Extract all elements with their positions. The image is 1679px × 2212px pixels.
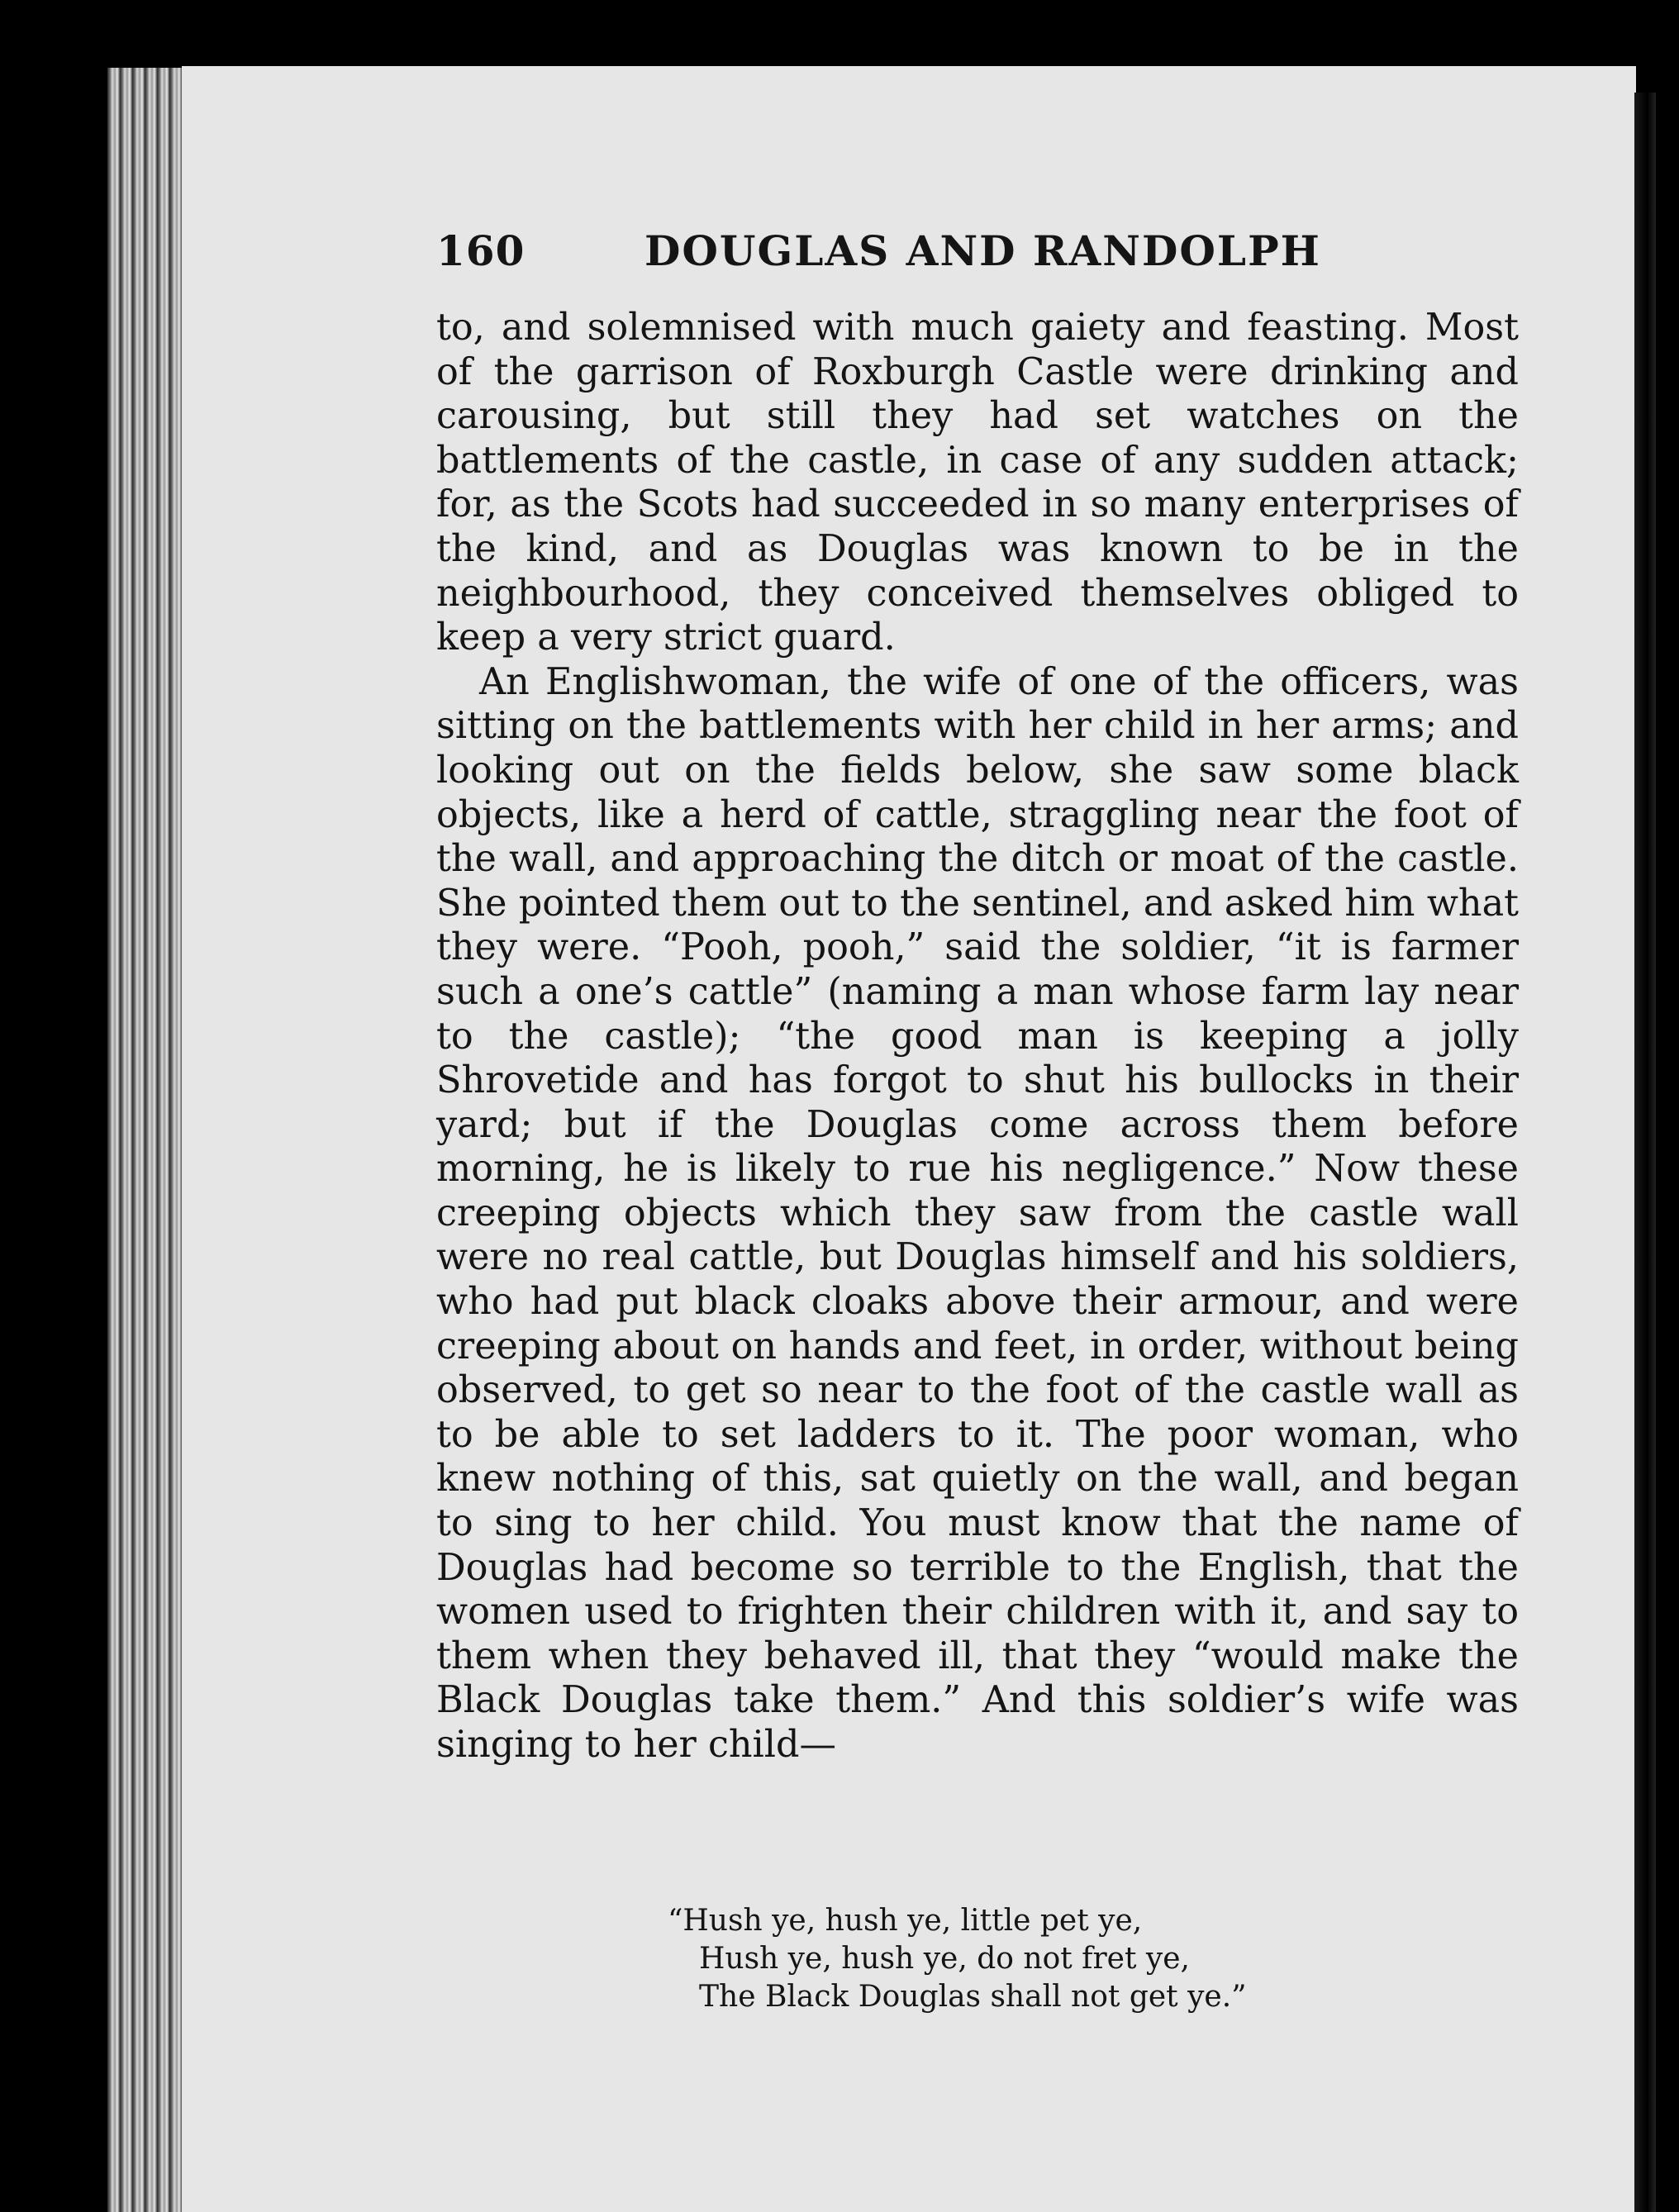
paragraph: to, and solemnised with much gaiety and feasting. Most of the garrison of Roxburgh Castle were drinking and carousing, but still they had set watches on the battlements of the castle, in case of any sudden attack; for, as the Scots had succeeded in so many enterprises of the kind, and as Douglas was known to be in the neighbourhood, they conceived themselves obliged to keep a very strict guard. [436, 307, 1519, 659]
page-stack-edge [107, 68, 186, 2212]
binding-edge [1634, 93, 1656, 2212]
paragraph: An Englishwoman, the wife of one of the officers, was sitting on the battlements with her child in her arms; and looking out on the fields below, she saw some black objects, like a herd of cattle, straggling near the foot of the wall, and approaching the ditch or moat of the castle. She pointed them out to the sentinel, and asked him what they were. “Pooh, pooh,” said the soldier, “it is farmer such a one’s cattle” (naming a man whose farm lay near to the castle); “the good man is keeping a jolly Shrovetide and has forgot to shut his bullocks in their yard; but if the Douglas come across them before morning, he is likely to rue his negligence.” Now these creeping objects which they saw from the castle wall were no real cattle, but Douglas himself and his soldiers, who had put black cloaks above their armour, and were creeping about on hands and feet, in order, without being observed, to get so near to the foot of the castle wall as to be able to set ladders to it. The poor woman, who knew nothing of this, sat quietly on the wall, and began to sing to her child. You must know that the name of Douglas had become so terrible to the English, that the women used to frighten their children with it, and say to them when they behaved ill, that they “would make the Black Douglas take them.” And this soldier’s wife was singing to her child— [436, 660, 1519, 1766]
verse-block [668, 1902, 1411, 2016]
verse-line: “Hush ye, hush ye, little pet ye, [668, 1904, 1143, 1938]
body-text [436, 306, 1519, 1767]
page-header [436, 226, 1519, 293]
verse-line: Hush ye, hush ye, do not fret ye, [699, 1942, 1190, 1976]
verse-line: The Black Douglas shall not get ye.” [699, 1980, 1247, 2014]
running-head: DOUGLAS AND RANDOLPH [644, 226, 1321, 275]
page-number: 160 [436, 226, 526, 275]
